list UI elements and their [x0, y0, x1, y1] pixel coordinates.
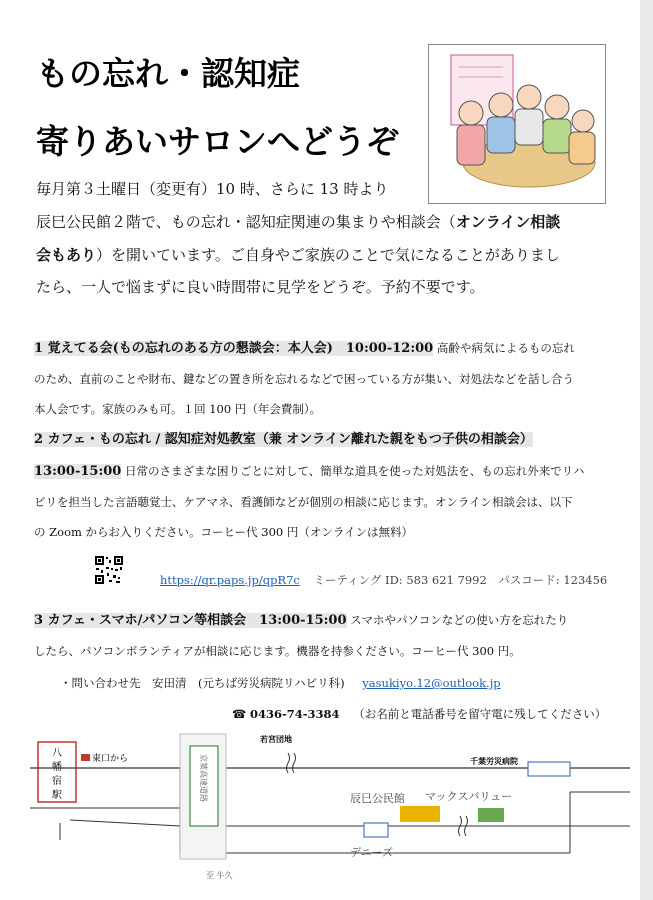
intro-line-4: たら、一人で悩まずに良い時間帯に見学をどうぞ。予約不要です。: [36, 278, 485, 296]
intro-line-2: [36, 207, 560, 237]
zoom-row: [160, 572, 607, 588]
highway-label: 京葉高速道路: [199, 754, 208, 802]
rosai-building: [528, 762, 570, 776]
section-1-line-3: 本人会です。家族のみも可。１回 100 円（年会費制）。: [34, 402, 322, 416]
page-title-line1: もの忘れ・認知症: [36, 54, 300, 93]
section-2-heading: 2 カフェ・もの忘れ / 認知症対処教室（兼 オンライン離れた親をもつ子供の相談会）: [34, 432, 533, 447]
telephone-icon: ☎: [232, 707, 247, 721]
zoom-qr-code[interactable]: [94, 555, 124, 585]
wakamiya-label: 若宮団地: [260, 735, 292, 744]
east-exit-label: 東口から: [92, 754, 129, 764]
page-title-line2: 寄りあいサロンへどうぞ: [36, 122, 399, 161]
section-2-heading-row: [34, 431, 533, 448]
green-building: [478, 808, 504, 822]
contact-row: [60, 675, 501, 691]
section-3-heading-row: [34, 612, 568, 629]
tatsumi-label: 辰巳公民館: [350, 792, 405, 805]
section-2-line-1: 日常のさまざまな困りごとに対して、簡単な道具を使った対処法を、もの忘れ外来でリハ: [125, 464, 585, 478]
station-char-4: 駅: [52, 790, 62, 801]
station-char-2: 幡: [52, 762, 62, 773]
intro-line-3-text: ）を開いています。ご自身やご家族のことで気になることがありまし: [96, 246, 560, 264]
page-scrollbar-track[interactable]: [640, 0, 653, 900]
section-1-line-2: のため、直前のことや財布、鍵などの置き所を忘れるなどで困っている方が集い、対処法などを話し合う: [34, 372, 575, 386]
online-emphasis-2: 会もあり: [36, 246, 97, 264]
access-map: [30, 728, 630, 893]
phone-row: [232, 706, 606, 722]
phone-note: （お名前と電話番号を留守電に残してください）: [353, 707, 607, 721]
section-2-row-1: [34, 463, 584, 480]
intro-line-3: [36, 240, 560, 270]
maxvalu-building: [400, 806, 440, 822]
meeting-illustration: [428, 44, 606, 204]
section-1-line-1: 高齢や病気によるもの忘れ: [436, 341, 575, 355]
section-3-heading: 3 カフェ・スマホ/パソコン等相談会 13:00-15:00: [34, 613, 347, 628]
zoom-link[interactable]: https://qr.paps.jp/qpR7c: [160, 573, 300, 587]
intro-line-2-text: 辰巳公民館２階で、もの忘れ・認知症関連の集まりや相談会（: [36, 213, 456, 231]
contact-email[interactable]: yasukiyo.12@outlook.jp: [362, 676, 501, 690]
dennys-building: [364, 823, 388, 837]
station-char-1: 八: [52, 748, 62, 759]
section-2-line-3: の Zoom からお入りください。コーヒー代 300 円（オンラインは無料）: [34, 525, 414, 539]
section-3-line-2: したら、パソコンボランティアが相談に応じます。機器を持参ください。コーヒー代 300 円。: [34, 644, 521, 658]
station-char-3: 宿: [52, 776, 62, 787]
phone-number: 0436-74-3384: [249, 707, 340, 721]
maxvalu-label: マックスバリュー: [425, 790, 513, 803]
rosai-label: 千葉労災病院: [470, 757, 518, 766]
bus-icon: [81, 754, 90, 761]
section-1-heading-row: [34, 340, 575, 357]
section-2-time: 13:00-15:00: [34, 464, 122, 479]
ushiku-label: 至 牛久: [206, 871, 233, 880]
intro-line-1: 毎月第３土曜日（変更有）10 時、さらに 13 時より: [36, 180, 389, 198]
zoom-meeting-info: ミーティング ID: 583 621 7992 パスコード: 123456: [313, 573, 608, 587]
contact-label: ・問い合わせ先 安田清 (元ちば労災病院リハビリ科): [60, 676, 345, 690]
dennys-label: デニーズ: [350, 846, 394, 859]
online-emphasis: オンライン相談: [455, 213, 561, 231]
section-2-line-2: ビリを担当した言語聴覚士、ケアマネ、看護師などが個別の相談に応じます。オンライン相談会は、以下: [34, 495, 573, 509]
section-1-heading: 1 覚えてる会(もの忘れのある方の懇談会：本人会) 10:00-12:00: [34, 341, 434, 356]
section-3-line-1: スマホやパソコンなどの使い方を忘れたり: [350, 613, 569, 627]
